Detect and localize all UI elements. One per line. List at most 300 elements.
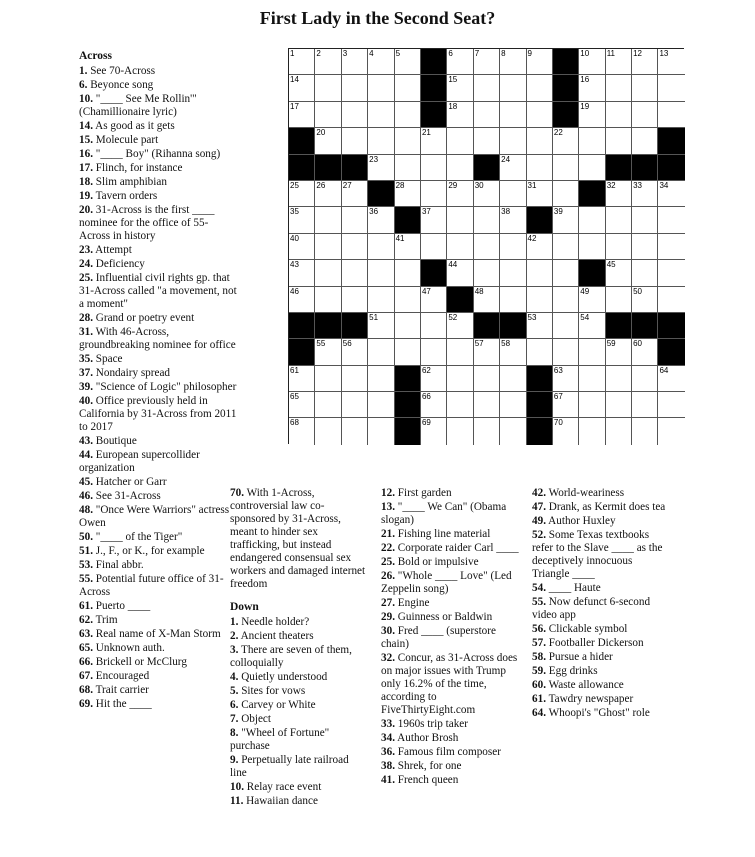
- grid-cell[interactable]: [447, 207, 473, 233]
- grid-cell[interactable]: [658, 260, 684, 286]
- clue-text: "Wheel of Fortune" purchase: [230, 727, 330, 752]
- grid-cell[interactable]: [606, 260, 632, 286]
- grid-cell[interactable]: [447, 234, 473, 260]
- clue: [381, 760, 521, 773]
- clue-text: Beyonce song: [87, 79, 154, 91]
- clue: [79, 162, 239, 175]
- grid-cell[interactable]: [289, 287, 315, 313]
- grid-cell[interactable]: [553, 128, 579, 154]
- grid-cell[interactable]: [527, 75, 553, 101]
- clue: [79, 79, 239, 92]
- clue-number: 1.: [79, 65, 88, 77]
- grid-cell[interactable]: [527, 260, 553, 286]
- grid-cell[interactable]: [553, 234, 579, 260]
- clue: [381, 732, 521, 745]
- grid-cell[interactable]: [395, 181, 421, 207]
- clue-text: French queen: [394, 774, 459, 786]
- grid-cell[interactable]: [527, 234, 553, 260]
- grid-cell[interactable]: [553, 155, 579, 181]
- clue-text: Space: [92, 353, 123, 365]
- clue-text: Relay race event: [243, 781, 322, 793]
- grid-cell[interactable]: [579, 75, 605, 101]
- clue: [230, 671, 368, 684]
- grid-cell[interactable]: [500, 181, 526, 207]
- clue-text: Real name of X-Man Storm: [92, 628, 221, 640]
- clue-number: 30.: [381, 625, 395, 637]
- clue-number: 29.: [381, 611, 395, 623]
- grid-cell[interactable]: [395, 313, 421, 339]
- grid-cell[interactable]: [553, 260, 579, 286]
- grid-cell[interactable]: [342, 181, 368, 207]
- clue: [532, 487, 667, 500]
- grid-cell[interactable]: [553, 287, 579, 313]
- grid-cell[interactable]: [342, 418, 368, 444]
- grid-cell[interactable]: [368, 392, 394, 418]
- grid-cell[interactable]: [368, 128, 394, 154]
- grid-cell[interactable]: [368, 49, 394, 75]
- clue-number: 32.: [381, 652, 395, 664]
- clue-text: "____ We Can" (Obama slogan): [381, 501, 507, 526]
- grid-cell[interactable]: [421, 234, 447, 260]
- grid-cell[interactable]: [579, 366, 605, 392]
- grid-cell[interactable]: [315, 128, 341, 154]
- clue-number: 43.: [79, 435, 93, 447]
- grid-cell[interactable]: [447, 339, 473, 365]
- grid-cell[interactable]: [632, 339, 658, 365]
- grid-cell[interactable]: [315, 234, 341, 260]
- grid-cell[interactable]: [632, 207, 658, 233]
- grid-cell[interactable]: [315, 339, 341, 365]
- clue-number: 52.: [532, 529, 546, 541]
- grid-cell[interactable]: [500, 128, 526, 154]
- grid-cell[interactable]: [606, 366, 632, 392]
- grid-cell[interactable]: [500, 234, 526, 260]
- grid-cell[interactable]: [315, 366, 341, 392]
- grid-cell[interactable]: [527, 49, 553, 75]
- clue: [79, 395, 239, 434]
- grid-cell[interactable]: [368, 260, 394, 286]
- clue-number: 38.: [381, 760, 395, 772]
- grid-cell[interactable]: [500, 75, 526, 101]
- grid-cell[interactable]: [315, 260, 341, 286]
- clue-number: 61.: [532, 693, 546, 705]
- grid-cell[interactable]: [658, 181, 684, 207]
- grid-cell[interactable]: [606, 287, 632, 313]
- clue-number: 65.: [79, 642, 93, 654]
- clue-number: 14.: [79, 120, 93, 132]
- clue: [79, 670, 239, 683]
- clue-text: Final abbr.: [92, 559, 144, 571]
- clue: [79, 449, 239, 475]
- grid-cell[interactable]: [447, 313, 473, 339]
- grid-cell[interactable]: [395, 75, 421, 101]
- clue-text: Grand or poetry event: [92, 312, 195, 324]
- clue-text: J., F., or K., for example: [92, 545, 205, 557]
- grid-cell[interactable]: [606, 207, 632, 233]
- grid-cell[interactable]: [342, 366, 368, 392]
- grid-cell[interactable]: [579, 392, 605, 418]
- grid-cell[interactable]: [315, 418, 341, 444]
- clue-text: 31-Across is the first ____ nominee for the office of 55-Across in history: [79, 204, 215, 242]
- clue-number: 8.: [230, 727, 239, 739]
- grid-cell[interactable]: [500, 207, 526, 233]
- grid-cell[interactable]: [447, 155, 473, 181]
- grid-cell[interactable]: [342, 128, 368, 154]
- grid-cell[interactable]: [395, 260, 421, 286]
- clue: [230, 713, 368, 726]
- grid-cell[interactable]: [368, 287, 394, 313]
- grid-cell[interactable]: [342, 102, 368, 128]
- grid-cell[interactable]: [395, 102, 421, 128]
- clue-text: Egg drinks: [545, 665, 598, 677]
- grid-cell[interactable]: [500, 392, 526, 418]
- grid-cell[interactable]: [500, 287, 526, 313]
- grid-cell[interactable]: [474, 418, 500, 444]
- grid-cell[interactable]: [421, 287, 447, 313]
- grid-cell[interactable]: [606, 49, 632, 75]
- clue: [230, 685, 368, 698]
- clue-number: 3.: [230, 644, 239, 656]
- clue-number: 54.: [532, 582, 546, 594]
- cell-number: 59: [606, 339, 616, 349]
- clue-text: 1960s trip taker: [394, 718, 468, 730]
- clue-number: 53.: [79, 559, 93, 571]
- cell-number: 45: [606, 260, 616, 270]
- grid-cell[interactable]: [658, 207, 684, 233]
- clue: [230, 754, 368, 780]
- grid-cell[interactable]: [553, 181, 579, 207]
- grid-cell[interactable]: [579, 287, 605, 313]
- black-square: [395, 418, 421, 444]
- grid-cell[interactable]: [527, 128, 553, 154]
- grid-cell[interactable]: [658, 75, 684, 101]
- grid-cell[interactable]: [315, 207, 341, 233]
- grid-cell[interactable]: [447, 366, 473, 392]
- grid-cell[interactable]: [632, 128, 658, 154]
- grid-cell[interactable]: [368, 418, 394, 444]
- grid-cell[interactable]: [342, 49, 368, 75]
- grid-cell[interactable]: [395, 155, 421, 181]
- grid-cell[interactable]: [289, 207, 315, 233]
- clue-number: 28.: [79, 312, 93, 324]
- grid-cell[interactable]: [395, 128, 421, 154]
- clue-text: Fred ____ (superstore chain): [381, 625, 496, 650]
- grid-cell[interactable]: [658, 49, 684, 75]
- grid-cell[interactable]: [474, 234, 500, 260]
- grid-cell[interactable]: [632, 287, 658, 313]
- grid-cell[interactable]: [500, 260, 526, 286]
- grid-cell[interactable]: [289, 181, 315, 207]
- cell-number: 47: [421, 286, 431, 296]
- grid-cell[interactable]: [606, 392, 632, 418]
- grid-cell[interactable]: [553, 313, 579, 339]
- grid-cell[interactable]: [368, 155, 394, 181]
- grid-cell[interactable]: [421, 392, 447, 418]
- grid-cell[interactable]: [658, 234, 684, 260]
- clue: [532, 665, 667, 678]
- cell-number: 22: [553, 128, 563, 138]
- clue-number: 55.: [79, 573, 93, 585]
- grid-cell[interactable]: [474, 339, 500, 365]
- grid-cell[interactable]: [447, 392, 473, 418]
- grid-cell[interactable]: [579, 207, 605, 233]
- grid-cell[interactable]: [632, 181, 658, 207]
- clue: [79, 134, 239, 147]
- clue: [79, 573, 239, 599]
- grid-cell[interactable]: [632, 234, 658, 260]
- grid-cell[interactable]: [500, 155, 526, 181]
- clue-text: Puerto ____: [92, 600, 151, 612]
- grid-cell[interactable]: [315, 181, 341, 207]
- cell-number: 65: [290, 392, 299, 402]
- grid-cell[interactable]: [474, 181, 500, 207]
- grid-cell[interactable]: [342, 392, 368, 418]
- grid-cell[interactable]: [368, 366, 394, 392]
- grid-cell[interactable]: [658, 287, 684, 313]
- grid-cell[interactable]: [395, 287, 421, 313]
- grid-cell[interactable]: [579, 102, 605, 128]
- grid-cell[interactable]: [527, 313, 553, 339]
- grid-cell[interactable]: [289, 366, 315, 392]
- grid-cell[interactable]: [632, 418, 658, 444]
- grid-cell[interactable]: [658, 366, 684, 392]
- grid-cell[interactable]: [368, 207, 394, 233]
- grid-cell[interactable]: [395, 49, 421, 75]
- grid-cell[interactable]: [500, 49, 526, 75]
- grid-cell[interactable]: [474, 75, 500, 101]
- cell-number: 23: [369, 154, 379, 164]
- grid-cell[interactable]: [447, 260, 473, 286]
- grid-cell[interactable]: [579, 339, 605, 365]
- grid-cell[interactable]: [527, 181, 553, 207]
- clue-text: European supercollider organization: [79, 449, 200, 474]
- grid-cell[interactable]: [500, 339, 526, 365]
- grid-cell[interactable]: [474, 392, 500, 418]
- grid-cell[interactable]: [421, 207, 447, 233]
- grid-cell[interactable]: [579, 128, 605, 154]
- grid-cell[interactable]: [368, 102, 394, 128]
- grid-cell[interactable]: [289, 392, 315, 418]
- clue-text: Now defunct 6-second video app: [532, 596, 651, 621]
- clue-column-2: [230, 487, 368, 809]
- clue-number: 4.: [230, 671, 239, 683]
- grid-cell[interactable]: [632, 260, 658, 286]
- grid-cell[interactable]: [553, 392, 579, 418]
- grid-cell[interactable]: [553, 207, 579, 233]
- grid-cell[interactable]: [658, 392, 684, 418]
- grid-cell[interactable]: [606, 418, 632, 444]
- clue-number: 67.: [79, 670, 93, 682]
- grid-cell[interactable]: [315, 75, 341, 101]
- clue-text: Guinness or Baldwin: [394, 611, 493, 623]
- black-square: [474, 313, 500, 339]
- clue: [230, 644, 368, 670]
- grid-cell[interactable]: [632, 102, 658, 128]
- clue-text: Tavern orders: [92, 190, 158, 202]
- across-heading: Across: [79, 50, 113, 62]
- grid-cell[interactable]: [342, 234, 368, 260]
- grid-cell[interactable]: [553, 418, 579, 444]
- clue: [230, 699, 368, 712]
- grid-cell[interactable]: [447, 418, 473, 444]
- grid-cell[interactable]: [553, 366, 579, 392]
- grid-cell[interactable]: [474, 260, 500, 286]
- clue: [79, 628, 239, 641]
- clue-number: 63.: [79, 628, 93, 640]
- grid-cell[interactable]: [500, 366, 526, 392]
- grid-cell[interactable]: [315, 392, 341, 418]
- cell-number: 6: [448, 49, 453, 58]
- grid-cell[interactable]: [606, 181, 632, 207]
- grid-cell[interactable]: [474, 287, 500, 313]
- grid-cell[interactable]: [606, 128, 632, 154]
- clue-text: Famous film composer: [394, 746, 501, 758]
- clue-number: 34.: [381, 732, 395, 744]
- grid-cell[interactable]: [579, 313, 605, 339]
- grid-cell[interactable]: [421, 418, 447, 444]
- grid-cell[interactable]: [527, 339, 553, 365]
- cell-number: 58: [501, 339, 511, 349]
- black-square: [553, 75, 579, 101]
- clue-text: Influential civil rights gp. that 31-Across called "a movement, not a moment": [79, 272, 237, 310]
- cell-number: 15: [448, 75, 458, 85]
- clue-text: Nondairy spread: [92, 367, 171, 379]
- grid-cell[interactable]: [579, 49, 605, 75]
- grid-cell[interactable]: [421, 181, 447, 207]
- clue: [79, 258, 239, 271]
- grid-cell[interactable]: [342, 75, 368, 101]
- grid-cell[interactable]: [474, 102, 500, 128]
- cell-number: 3: [342, 49, 348, 58]
- grid-cell[interactable]: [658, 102, 684, 128]
- grid-cell[interactable]: [421, 366, 447, 392]
- grid-cell[interactable]: [315, 287, 341, 313]
- grid-cell[interactable]: [421, 128, 447, 154]
- cell-number: 28: [395, 180, 405, 190]
- black-square: [289, 128, 315, 154]
- clue: [532, 651, 667, 664]
- clue-text: Drank, as Kermit does tea: [545, 501, 666, 513]
- grid-cell[interactable]: [527, 155, 553, 181]
- clue-text: Boutique: [92, 435, 137, 447]
- grid-cell[interactable]: [474, 366, 500, 392]
- clue-text: Corporate raider Carl ____: [394, 542, 519, 554]
- grid-cell[interactable]: [632, 49, 658, 75]
- grid-cell[interactable]: [342, 339, 368, 365]
- grid-cell[interactable]: [342, 260, 368, 286]
- grid-cell[interactable]: [500, 418, 526, 444]
- black-square: [289, 155, 315, 181]
- cell-number: 57: [474, 339, 484, 349]
- grid-cell[interactable]: [579, 155, 605, 181]
- clue-number: 13.: [381, 501, 395, 513]
- black-square: [658, 128, 684, 154]
- grid-cell[interactable]: [527, 287, 553, 313]
- grid-cell[interactable]: [447, 75, 473, 101]
- grid-cell[interactable]: [474, 128, 500, 154]
- grid-cell[interactable]: [395, 234, 421, 260]
- grid-cell[interactable]: [447, 49, 473, 75]
- clue: [230, 781, 368, 794]
- cell-number: 39: [553, 207, 563, 217]
- clue-text: Author Brosh: [394, 732, 459, 744]
- cell-number: 29: [448, 180, 458, 190]
- cell-number: 1: [290, 49, 295, 58]
- clue: [79, 490, 239, 503]
- grid-cell[interactable]: [606, 339, 632, 365]
- grid-cell[interactable]: [315, 49, 341, 75]
- grid-cell[interactable]: [632, 75, 658, 101]
- clue-text: Whoopi's "Ghost" role: [545, 707, 650, 719]
- grid-cell[interactable]: [421, 155, 447, 181]
- across-clue-list: [79, 65, 239, 711]
- clue-text: "Once Were Warriors" actress Owen: [79, 504, 230, 529]
- black-square: [421, 75, 447, 101]
- black-square: [368, 181, 394, 207]
- clue-text: Hit the ____: [92, 698, 152, 710]
- cell-number: 42: [527, 233, 537, 243]
- grid-cell[interactable]: [447, 181, 473, 207]
- cell-number: 63: [553, 365, 563, 375]
- grid-cell[interactable]: [368, 339, 394, 365]
- grid-cell[interactable]: [606, 102, 632, 128]
- grid-cell[interactable]: [368, 234, 394, 260]
- grid-cell[interactable]: [289, 234, 315, 260]
- grid-cell[interactable]: [289, 418, 315, 444]
- grid-cell[interactable]: [447, 102, 473, 128]
- grid-cell[interactable]: [632, 366, 658, 392]
- clue-text: "____ of the Tiger": [92, 531, 183, 543]
- grid-cell[interactable]: [342, 287, 368, 313]
- grid-cell[interactable]: [395, 339, 421, 365]
- grid-cell[interactable]: [289, 260, 315, 286]
- grid-cell[interactable]: [553, 339, 579, 365]
- clue-number: 37.: [79, 367, 93, 379]
- clue-number: 33.: [381, 718, 395, 730]
- grid-cell[interactable]: [289, 49, 315, 75]
- cell-number: 17: [290, 101, 299, 111]
- clue: [381, 501, 521, 527]
- cell-number: 16: [580, 75, 590, 85]
- grid-cell[interactable]: [658, 418, 684, 444]
- grid-cell[interactable]: [474, 207, 500, 233]
- grid-cell[interactable]: [368, 313, 394, 339]
- grid-cell[interactable]: [527, 102, 553, 128]
- grid-cell[interactable]: [606, 75, 632, 101]
- clue: [381, 652, 521, 717]
- clue: [79, 244, 239, 257]
- grid-cell[interactable]: [421, 339, 447, 365]
- grid-cell[interactable]: [289, 75, 315, 101]
- grid-cell[interactable]: [342, 207, 368, 233]
- grid-cell[interactable]: [368, 75, 394, 101]
- clue-number: 11.: [230, 795, 244, 807]
- clue: [79, 476, 239, 489]
- grid-cell[interactable]: [421, 313, 447, 339]
- grid-cell[interactable]: [474, 49, 500, 75]
- clue: [79, 176, 239, 189]
- grid-cell[interactable]: [579, 418, 605, 444]
- grid-cell[interactable]: [632, 392, 658, 418]
- black-square: [606, 155, 632, 181]
- grid-cell[interactable]: [579, 234, 605, 260]
- grid-cell[interactable]: [500, 102, 526, 128]
- grid-cell[interactable]: [606, 234, 632, 260]
- grid-cell[interactable]: [289, 102, 315, 128]
- grid-cell[interactable]: [315, 102, 341, 128]
- grid-cell[interactable]: [447, 128, 473, 154]
- clue: [532, 529, 667, 581]
